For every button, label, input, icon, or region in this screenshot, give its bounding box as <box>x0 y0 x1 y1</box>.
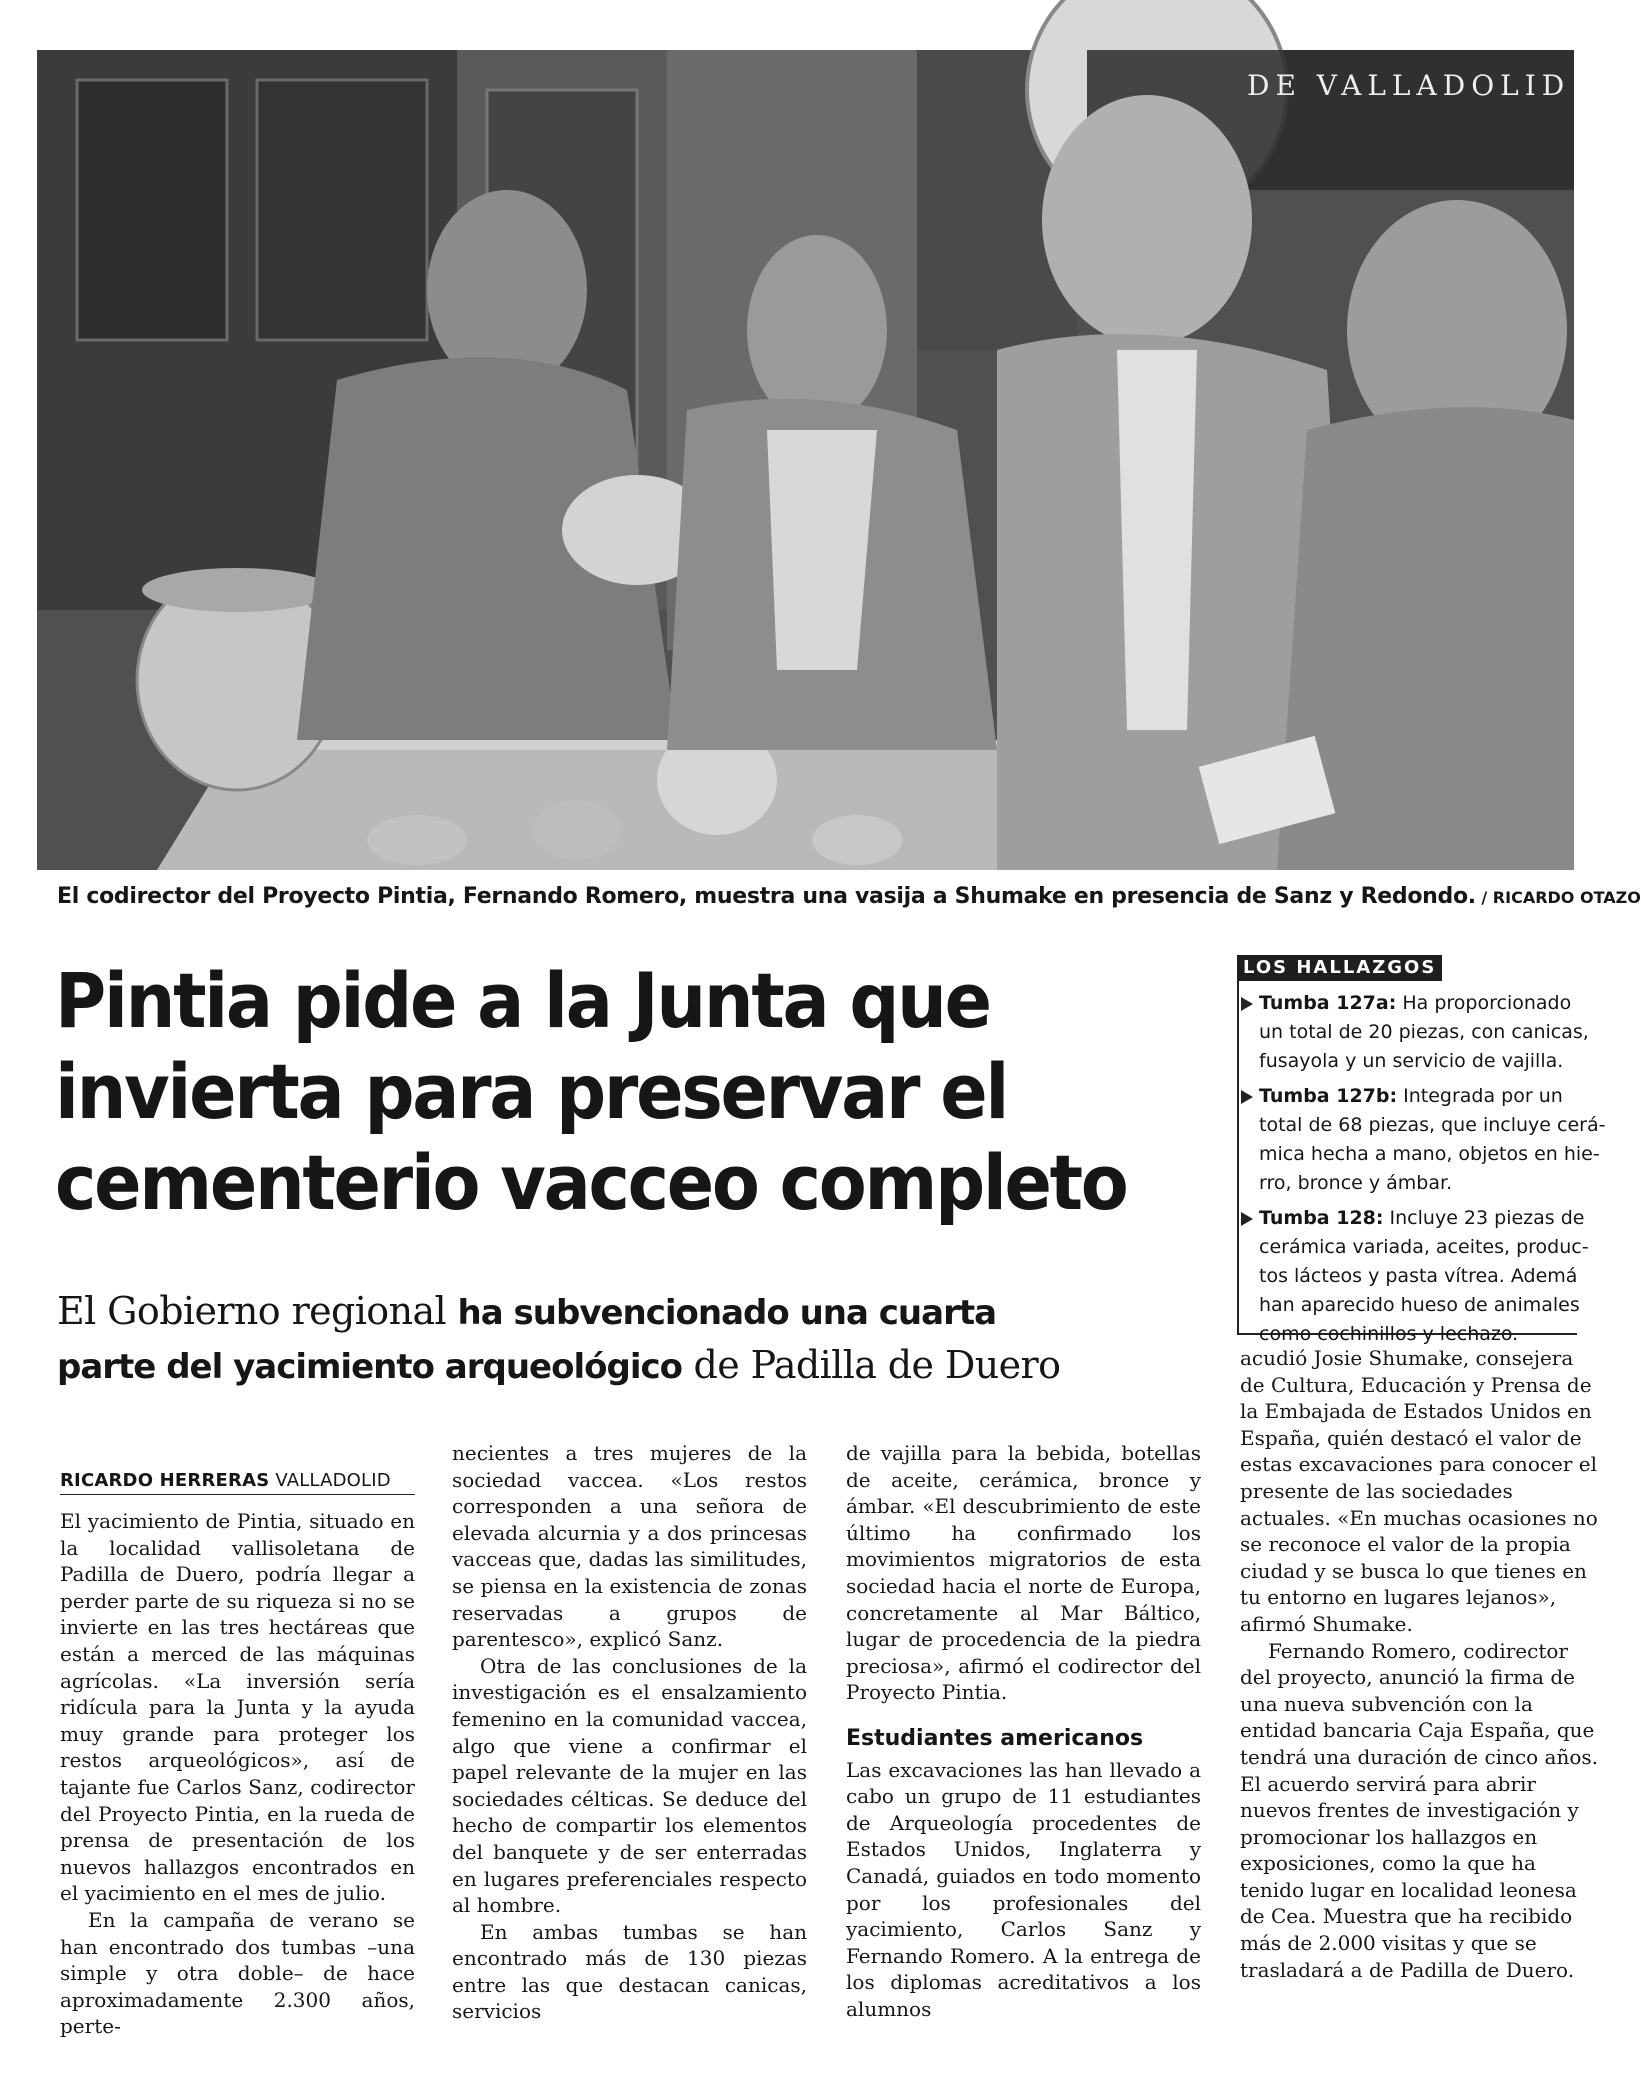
finding-text: Integrada por un <box>1397 1085 1563 1107</box>
finding-label: Tumba 127b: <box>1259 1085 1398 1107</box>
finding-label: Tumba 128: <box>1259 1207 1384 1229</box>
article-paragraph: Las excavaciones las han llevado a cabo un grupo de 11 estudiantes de Arqueología procedentes de Estados Unidos, Inglaterra y Canadá, guiados en todo momento por los profesionales del yacimiento, Carlos Sanz y Fernando Romero. A la entrega de los diplomas acreditativos a los alumnos <box>846 1757 1201 2021</box>
finding-text: como cochinillos y lechazo. <box>1259 1323 1519 1345</box>
article-paragraph: El yacimiento de Pintia, situado en la localidad vallisoletana de Padilla de Duero, podría llegar a perder parte de su riqueza si no se invierte en las tres hectáreas que están a merced de las máquinas agrícolas. «La inversión sería ridícula para la Junta y la ayuda muy grande para proteger los restos arqueológicos», así de tajante fue Carlos Sanz, codirector del Proyecto Pintia, en la rueda de prensa de presentación de los nuevos hallazgos encontrados en el yacimiento en el mes de julio. <box>60 1509 415 1906</box>
headline-line: invierta para preservar el <box>55 1047 1008 1136</box>
deck-line-2 <box>57 1339 1207 1393</box>
article-paragraph: En la campaña de verano se han encontrado dos tumbas –una simple y otra doble– de hace aproximadamente 2.300 años, perte- <box>60 1907 415 2039</box>
finding-item <box>1241 1204 1589 1349</box>
deck-line-1 <box>57 1285 1207 1339</box>
wall-sign-text: DE VALLADOLID <box>1247 69 1571 102</box>
byline-author: RICARDO HERRERAS <box>60 1470 270 1491</box>
photo-credit: / RICARDO OTAZO <box>1475 888 1641 907</box>
sidebar-findings <box>1237 955 1606 1345</box>
article-paragraph: Otra de las conclusiones de la investigación es el ensalzamiento femenino en la comunidad vaccea, algo que viene a confirmar el papel relevante de la mujer en las sociedades célticas. Se deduce del hecho de compartir los elementos del banquete y de ser enterradas en lugares preferenciales respecto al hombre. <box>452 1653 807 1918</box>
article-column-3 <box>846 1440 1201 2022</box>
finding-item <box>1241 1082 1606 1198</box>
finding-text: mica hecha a mano, objetos en hie- <box>1259 1143 1600 1165</box>
news-photo <box>37 50 1574 870</box>
finding-text: Ha proporcionado <box>1396 992 1572 1014</box>
finding-text: total de 68 piezas, que incluye cerá- <box>1259 1114 1606 1136</box>
photo-illustration <box>37 50 1574 870</box>
headline <box>55 955 1141 1228</box>
subheadline <box>57 1285 1207 1393</box>
headline-line: Pintia pide a la Junta que <box>55 956 990 1045</box>
finding-label: Tumba 127a: <box>1259 992 1397 1014</box>
article-paragraph: necientes a tres mujeres de la sociedad vaccea. «Los restos corresponden a una señora de elevada alcurnia y a dos princesas vacceas que, dadas las similitudes, se piensa en la existencia de zonas reservadas a grupos de parentesco», explicó Sanz. <box>452 1441 807 1652</box>
article-paragraph: acudió Josie Shumake, consejera de Cultura, Educación y Prensa de la Embajada de Estados Unidos en España, quién destacó el valor de estas excavaciones para conocer el presente de las sociedades actuales. «En muchas ocasiones no se reconoce el valor de la propia ciudad y se busca lo que tienes en tu entorno en lugares lejanos», afirmó Shumake. <box>1240 1346 1598 1636</box>
finding-text: Incluye 23 piezas de <box>1383 1207 1585 1229</box>
finding-text: han aparecido hueso de animales <box>1259 1294 1580 1316</box>
finding-text: un total de 20 piezas, con canicas, <box>1259 1021 1589 1043</box>
article-column-4 <box>1240 1345 1599 1983</box>
deck-plain: El Gobierno regional <box>57 1289 458 1333</box>
finding-text: fusayola y un servicio de vajilla. <box>1259 1050 1564 1072</box>
article-column-1 <box>60 1464 415 2040</box>
finding-text: tos lácteos y pasta vítrea. Ademá <box>1259 1265 1578 1287</box>
deck-bold: parte del yacimiento arqueológico <box>57 1347 682 1387</box>
headline-line: cementerio vacceo completo <box>55 1138 1127 1227</box>
finding-text: rro, bronce y ámbar. <box>1259 1172 1453 1194</box>
byline-place: VALLADOLID <box>269 1470 391 1491</box>
photo-caption <box>57 884 1641 909</box>
article-paragraph: Fernando Romero, codirector del proyecto, anunció la firma de una nueva subvención con la entidad bancaria Caja España, que tendrá una duración de cinco años. El acuerdo servirá para abrir nuevos frentes de investigación y promocionar los hallazgos en exposiciones, como la que ha tenido lugar en localidad leonesa de Cea. Muestra que ha recibido más de 2.000 visitas y que se trasladará a de Padilla de Duero. <box>1240 1638 1599 1982</box>
deck-bold: ha subvencionado una cuarta <box>457 1293 997 1333</box>
article-subheading: Estudiantes americanos <box>846 1725 1144 1751</box>
finding-item <box>1241 989 1589 1076</box>
sidebar-title: LOS HALLAZGOS <box>1237 955 1442 981</box>
caption-text: El codirector del Proyecto Pintia, Fernando Romero, muestra una vasija a Shumake en presencia de Sanz y Redondo. <box>57 884 1476 909</box>
article-paragraph: En ambas tumbas se han encontrado más de 130 piezas entre las que destacan canicas, servicios <box>452 1919 807 2024</box>
article-paragraph: de vajilla para la bebida, botellas de aceite, cerámica, bronce y ámbar. «El descubrimiento de este último ha confirmado los movimientos migratorios de esta sociedad hacia el norte de Europa, concretamente al Mar Báltico, lugar de procedencia de la piedra preciosa», afirmó el codirector del Proyecto Pintia. <box>846 1441 1201 1705</box>
findings-list <box>1241 989 1606 1355</box>
article-column-2 <box>452 1440 807 2025</box>
finding-text: cerámica variada, aceites, produc- <box>1259 1236 1589 1258</box>
deck-plain: de Padilla de Duero <box>682 1343 1061 1387</box>
